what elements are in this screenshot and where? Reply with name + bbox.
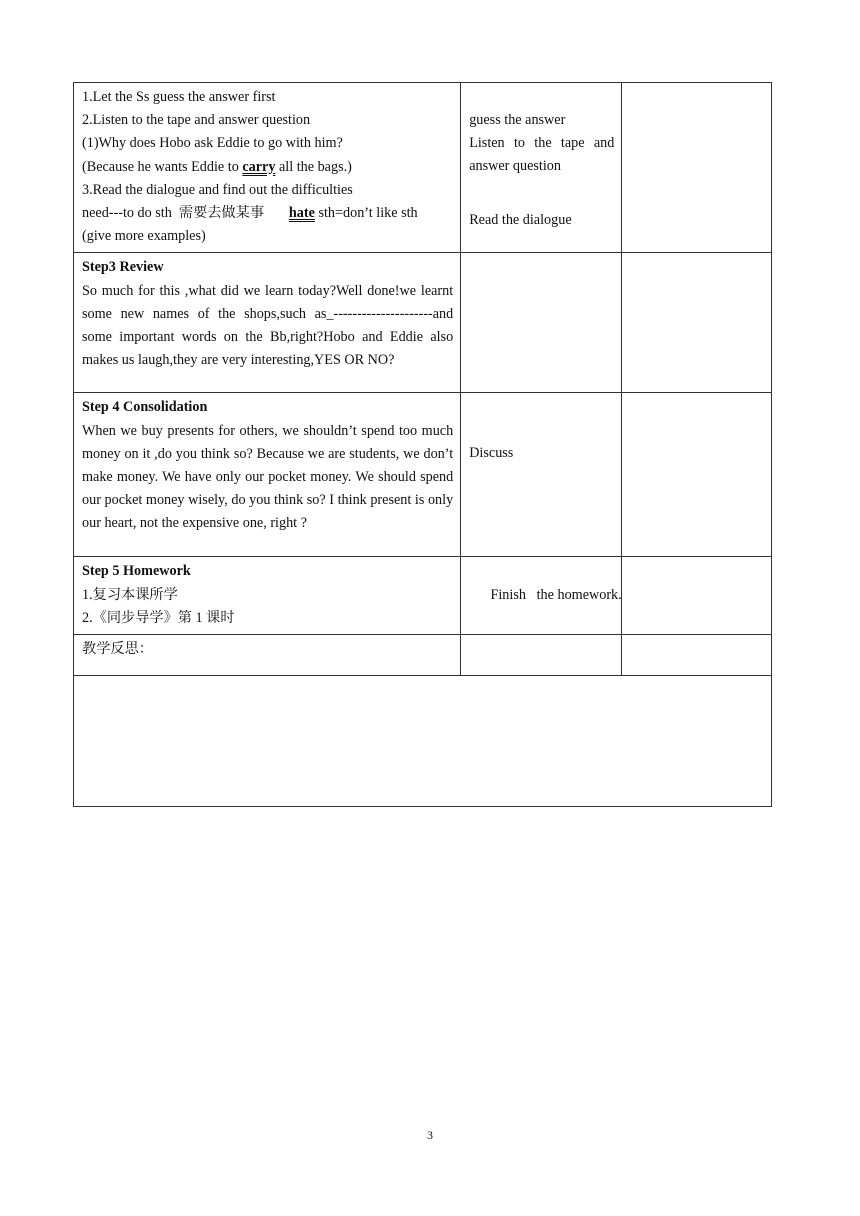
step-body: So much for this ,what did we learn today?Well done!we learnt some new names of the shops,such as_---------------------and some important words on the Bb,right?Hobo and Eddie also makes us laugh,they are very interesting,YES OR NO? [82, 282, 454, 369]
student-activity-cell [461, 557, 622, 635]
text-line: 3.Read the dialogue and find out the difficulties [82, 181, 353, 198]
step-title: Step3 Review [82, 259, 164, 276]
page-number: 3 [427, 1128, 433, 1142]
text-fragment: (Because he wants Eddie to [82, 158, 243, 175]
text-line: 1.Let the Ss guess the answer first [82, 89, 276, 105]
step-body: When we buy presents for others, we shouldn’t spend too much money on it ,do you think so? Because we are students, we don’t make money. We have only our pocket money. We should spend our pocket money wisely, do you think so? I think present is only our heart, not the expensive one, right ? [82, 422, 454, 532]
student-activity-cell [461, 253, 622, 393]
row-homework [74, 557, 772, 635]
row-listening [74, 83, 772, 253]
row-reflection-body [74, 676, 772, 807]
text-line [82, 202, 453, 225]
empty-cell [461, 635, 622, 676]
step-title: Step 4 Consolidation [82, 399, 208, 416]
text-fragment: need---to do sth 需要去做某事 [82, 205, 289, 222]
text-line: Read the dialogue [469, 211, 572, 228]
row-review [74, 253, 772, 393]
spacer [469, 179, 614, 209]
text-line: 2.《同步导学》第 1 课时 [82, 609, 235, 626]
lesson-plan-table [73, 82, 772, 807]
text-fragment: all the bags.) [275, 158, 352, 175]
teacher-activity-cell [74, 393, 461, 557]
notes-cell [622, 83, 772, 253]
student-activity-cell [461, 83, 622, 253]
step-title: Step 5 Homework [82, 563, 191, 580]
empty-cell [622, 635, 772, 676]
row-consolidation [74, 393, 772, 557]
reflection-label-cell [74, 635, 461, 676]
row-reflection-header [74, 635, 772, 676]
notes-cell [622, 253, 772, 393]
student-activity-cell [461, 393, 622, 557]
text-line [82, 156, 453, 179]
text-line: 1.复习本课所学 [82, 586, 178, 603]
text-line: (give more examples) [82, 228, 206, 245]
text-line: 2.Listen to the tape and answer question [82, 112, 311, 129]
notes-cell [622, 393, 772, 557]
reflection-body-cell [74, 676, 772, 807]
text-line: Discuss [469, 445, 514, 462]
keyword-hate: hate [288, 205, 315, 222]
teacher-activity-cell [74, 83, 461, 253]
text-line: guess the answer [469, 112, 566, 128]
text-line: (1)Why does Hobo ask Eddie to go with him? [82, 135, 343, 152]
text-fragment: sth=don’t like sth [314, 205, 418, 222]
teacher-activity-cell [74, 253, 461, 393]
teacher-activity-cell [74, 557, 461, 635]
text-line: Listen to the tape and answer question [469, 135, 615, 175]
notes-cell [622, 557, 772, 635]
keyword-carry: carry [242, 158, 276, 175]
text-line: Finish the homework. [490, 586, 622, 603]
reflection-label: 教学反思： [82, 641, 153, 658]
